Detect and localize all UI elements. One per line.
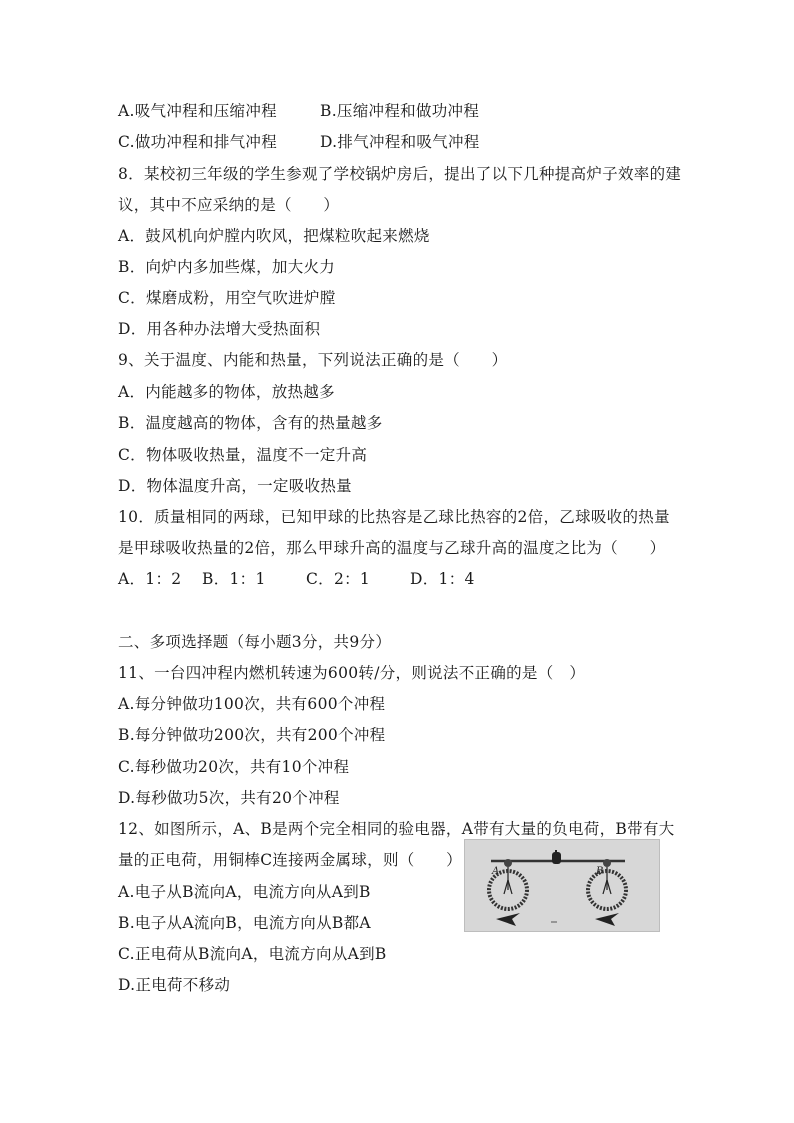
electroscope-figure	[464, 839, 660, 932]
q12-stem-line-1: 12、如图所示，A、B是两个完全相同的验电器，A带有大量的负电荷，B带有大	[118, 820, 675, 838]
q11-option-d[interactable]: D.每秒做功5次，共有20个冲程	[118, 789, 340, 807]
q8-option-a[interactable]: A．鼓风机向炉膛内吹风，把煤粒吹起来燃烧	[118, 227, 430, 245]
q12-option-d[interactable]: D.正电荷不移动	[118, 976, 231, 994]
q7-option-c[interactable]: C.做功冲程和排气冲程	[118, 133, 278, 151]
label-b: B	[596, 866, 604, 877]
stand-a	[496, 913, 520, 926]
q8-option-c[interactable]: C．煤磨成粉，用空气吹进炉膛	[118, 289, 336, 307]
q9-option-a[interactable]: A．内能越多的物体，放热越多	[118, 383, 335, 401]
q11-stem: 11、一台四冲程内燃机转速为600转/分，则说法不正确的是（ ）	[118, 664, 586, 682]
metal-ball-a	[504, 859, 512, 867]
q9-option-b[interactable]: B．温度越高的物体，含有的热量越多	[118, 414, 383, 432]
label-a: A	[492, 866, 500, 877]
q8-stem-line-2: 议，其中不应采纳的是（ ）	[118, 196, 340, 214]
q7-option-b[interactable]: B.压缩冲程和做功冲程	[320, 102, 480, 120]
q12-option-c[interactable]: C.正电荷从B流向A，电流方向从A到B	[118, 945, 387, 963]
q12-option-a[interactable]: A.电子从B流向A，电流方向从A到B	[118, 883, 371, 901]
q9-option-c[interactable]: C．物体吸收热量，温度不一定升高	[118, 446, 368, 464]
q7-options-row-2	[118, 132, 480, 152]
q11-option-c[interactable]: C.每秒做功20次，共有10个冲程	[118, 758, 350, 776]
metal-ball-b	[603, 859, 611, 867]
q9-option-d[interactable]: D．物体温度升高，一定吸收热量	[118, 477, 352, 495]
q8-option-b[interactable]: B．向炉内多加些煤，加大火力	[118, 258, 336, 276]
q10-options-row	[118, 569, 475, 589]
electroscope-b	[588, 859, 626, 926]
q10-option-c[interactable]: C．2：1	[306, 570, 371, 588]
q7-options-row-1	[118, 101, 479, 121]
section-heading: 二、多项选择题（每小题3分，共9分）	[118, 633, 392, 651]
q10-stem-line-1: 10．质量相同的两球，已知甲球的比热容是乙球比热容的2倍，乙球吸收的热量	[118, 508, 670, 526]
q12-option-b[interactable]: B.电子从A流向B，电流方向从B都A	[118, 914, 371, 932]
q8-stem-line-1: 8．某校初三年级的学生参观了学校锅炉房后，提出了以下几种提高炉子效率的建	[118, 165, 682, 183]
q10-stem-line-2: 是甲球吸收热量的2倍，那么甲球升高的温度与乙球升高的温度之比为（ ）	[118, 539, 666, 557]
q9-stem: 9、关于温度、内能和热量，下列说法正确的是（ ）	[118, 351, 508, 369]
q12-stem-line-2: 量的正电荷，用铜棒C连接两金属球，则（ ）	[118, 851, 462, 869]
q10-option-d[interactable]: D．1：4	[410, 570, 475, 588]
q10-option-b[interactable]: B．1：1	[202, 570, 266, 588]
q11-option-a[interactable]: A.每分钟做功100次，共有600个冲程	[118, 695, 386, 713]
electroscope-diagram	[465, 840, 661, 933]
q10-option-a[interactable]: A．1：2	[118, 570, 182, 588]
stand-b	[595, 913, 619, 926]
q11-option-b[interactable]: B.每分钟做功200次，共有200个冲程	[118, 726, 386, 744]
q8-option-d[interactable]: D．用各种办法增大受热面积	[118, 320, 321, 338]
q7-option-a[interactable]: A.吸气冲程和压缩冲程	[118, 102, 277, 120]
q7-option-d[interactable]: D.排气冲程和吸气冲程	[320, 133, 480, 151]
